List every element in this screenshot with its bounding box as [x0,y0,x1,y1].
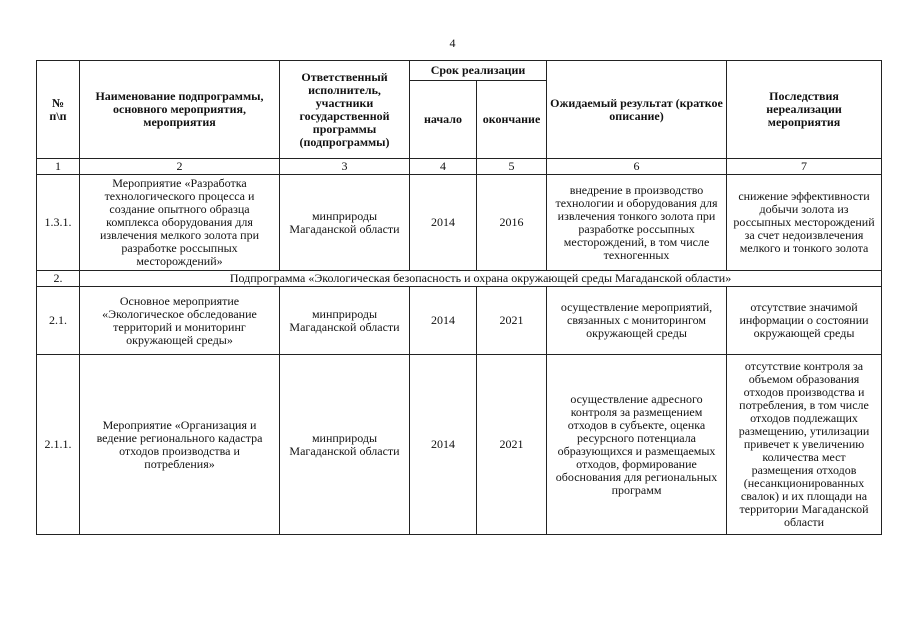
row-name: Основное мероприятие «Экологическое обследование территорий и мониторинг окружающей среды» [80,287,280,355]
column-number: 2 [80,159,280,175]
header-name: Наименование подпрограммы, основного мероприятия, мероприятия [80,61,280,159]
row-executor: минприроды Магаданской области [280,355,410,535]
column-number-row [37,159,882,175]
row-result: осуществление мероприятий, связанных с мониторингом окружающей среды [547,287,727,355]
column-number: 1 [37,159,80,175]
row-start: 2014 [410,355,477,535]
row-num: 1.3.1. [37,175,80,271]
subprogram-num: 2. [37,271,80,287]
row-end: 2021 [477,355,547,535]
header-executor: Ответственный исполнитель, участники государственной программы (подпрограммы) [280,61,410,159]
column-number: 5 [477,159,547,175]
row-executor: минприроды Магаданской области [280,175,410,271]
table-row [37,355,882,535]
header-end: окончание [477,81,547,159]
subprogram-title: Подпрограмма «Экологическая безопасность и охрана окружающей среды Магаданской области» [80,271,882,287]
header-consequences: Последствия нереализации мероприятия [727,61,882,159]
row-executor: минприроды Магаданской области [280,287,410,355]
column-number: 4 [410,159,477,175]
column-number: 3 [280,159,410,175]
page-number: 4 [449,36,456,50]
row-end: 2021 [477,287,547,355]
row-name: Мероприятие «Организация и ведение регионального кадастра отходов производства и потребления» [80,355,280,535]
row-start: 2014 [410,287,477,355]
header-period: Срок реализации [410,61,547,81]
program-table [36,60,882,535]
row-name: Мероприятие «Разработка технологического процесса и создание опытного образца комплекса оборудования для извлечения мелкого золота при разработке россыпных месторождений» [80,175,280,271]
row-num: 2.1. [37,287,80,355]
column-number: 6 [547,159,727,175]
column-number: 7 [727,159,882,175]
table-row [37,175,882,271]
header-result: Ожидаемый результат (краткое описание) [547,61,727,159]
header-start: начало [410,81,477,159]
row-start: 2014 [410,175,477,271]
header-row-1 [37,61,882,81]
header-num: № п\п [37,61,80,159]
row-num: 2.1.1. [37,355,80,535]
row-end: 2016 [477,175,547,271]
subprogram-row [37,271,882,287]
row-result: внедрение в производство технологии и оборудования для извлечения тонкого золота при разработке россыпных месторождений, в том числе техногенных [547,175,727,271]
row-consequences: снижение эффективности добычи золота из россыпных месторождений за счет недоизвлечения мелкого и тонкого золота [727,175,882,271]
row-consequences: отсутствие контроля за объемом образования отходов производства и потребления, в том числе отходов подлежащих размещению, утилизации привечет к увеличению количества мест размещения отходов (несанкционированных свалок) и их площади на территории Магаданской области [727,355,882,535]
table-row [37,287,882,355]
row-consequences: отсутствие значимой информации о состоянии окружающей среды [727,287,882,355]
row-result: осуществление адресного контроля за размещением отходов в субъекте, оценка ресурсного потенциала образующихся и размещаемых отходов, формирование обоснования для региональных программ [547,355,727,535]
